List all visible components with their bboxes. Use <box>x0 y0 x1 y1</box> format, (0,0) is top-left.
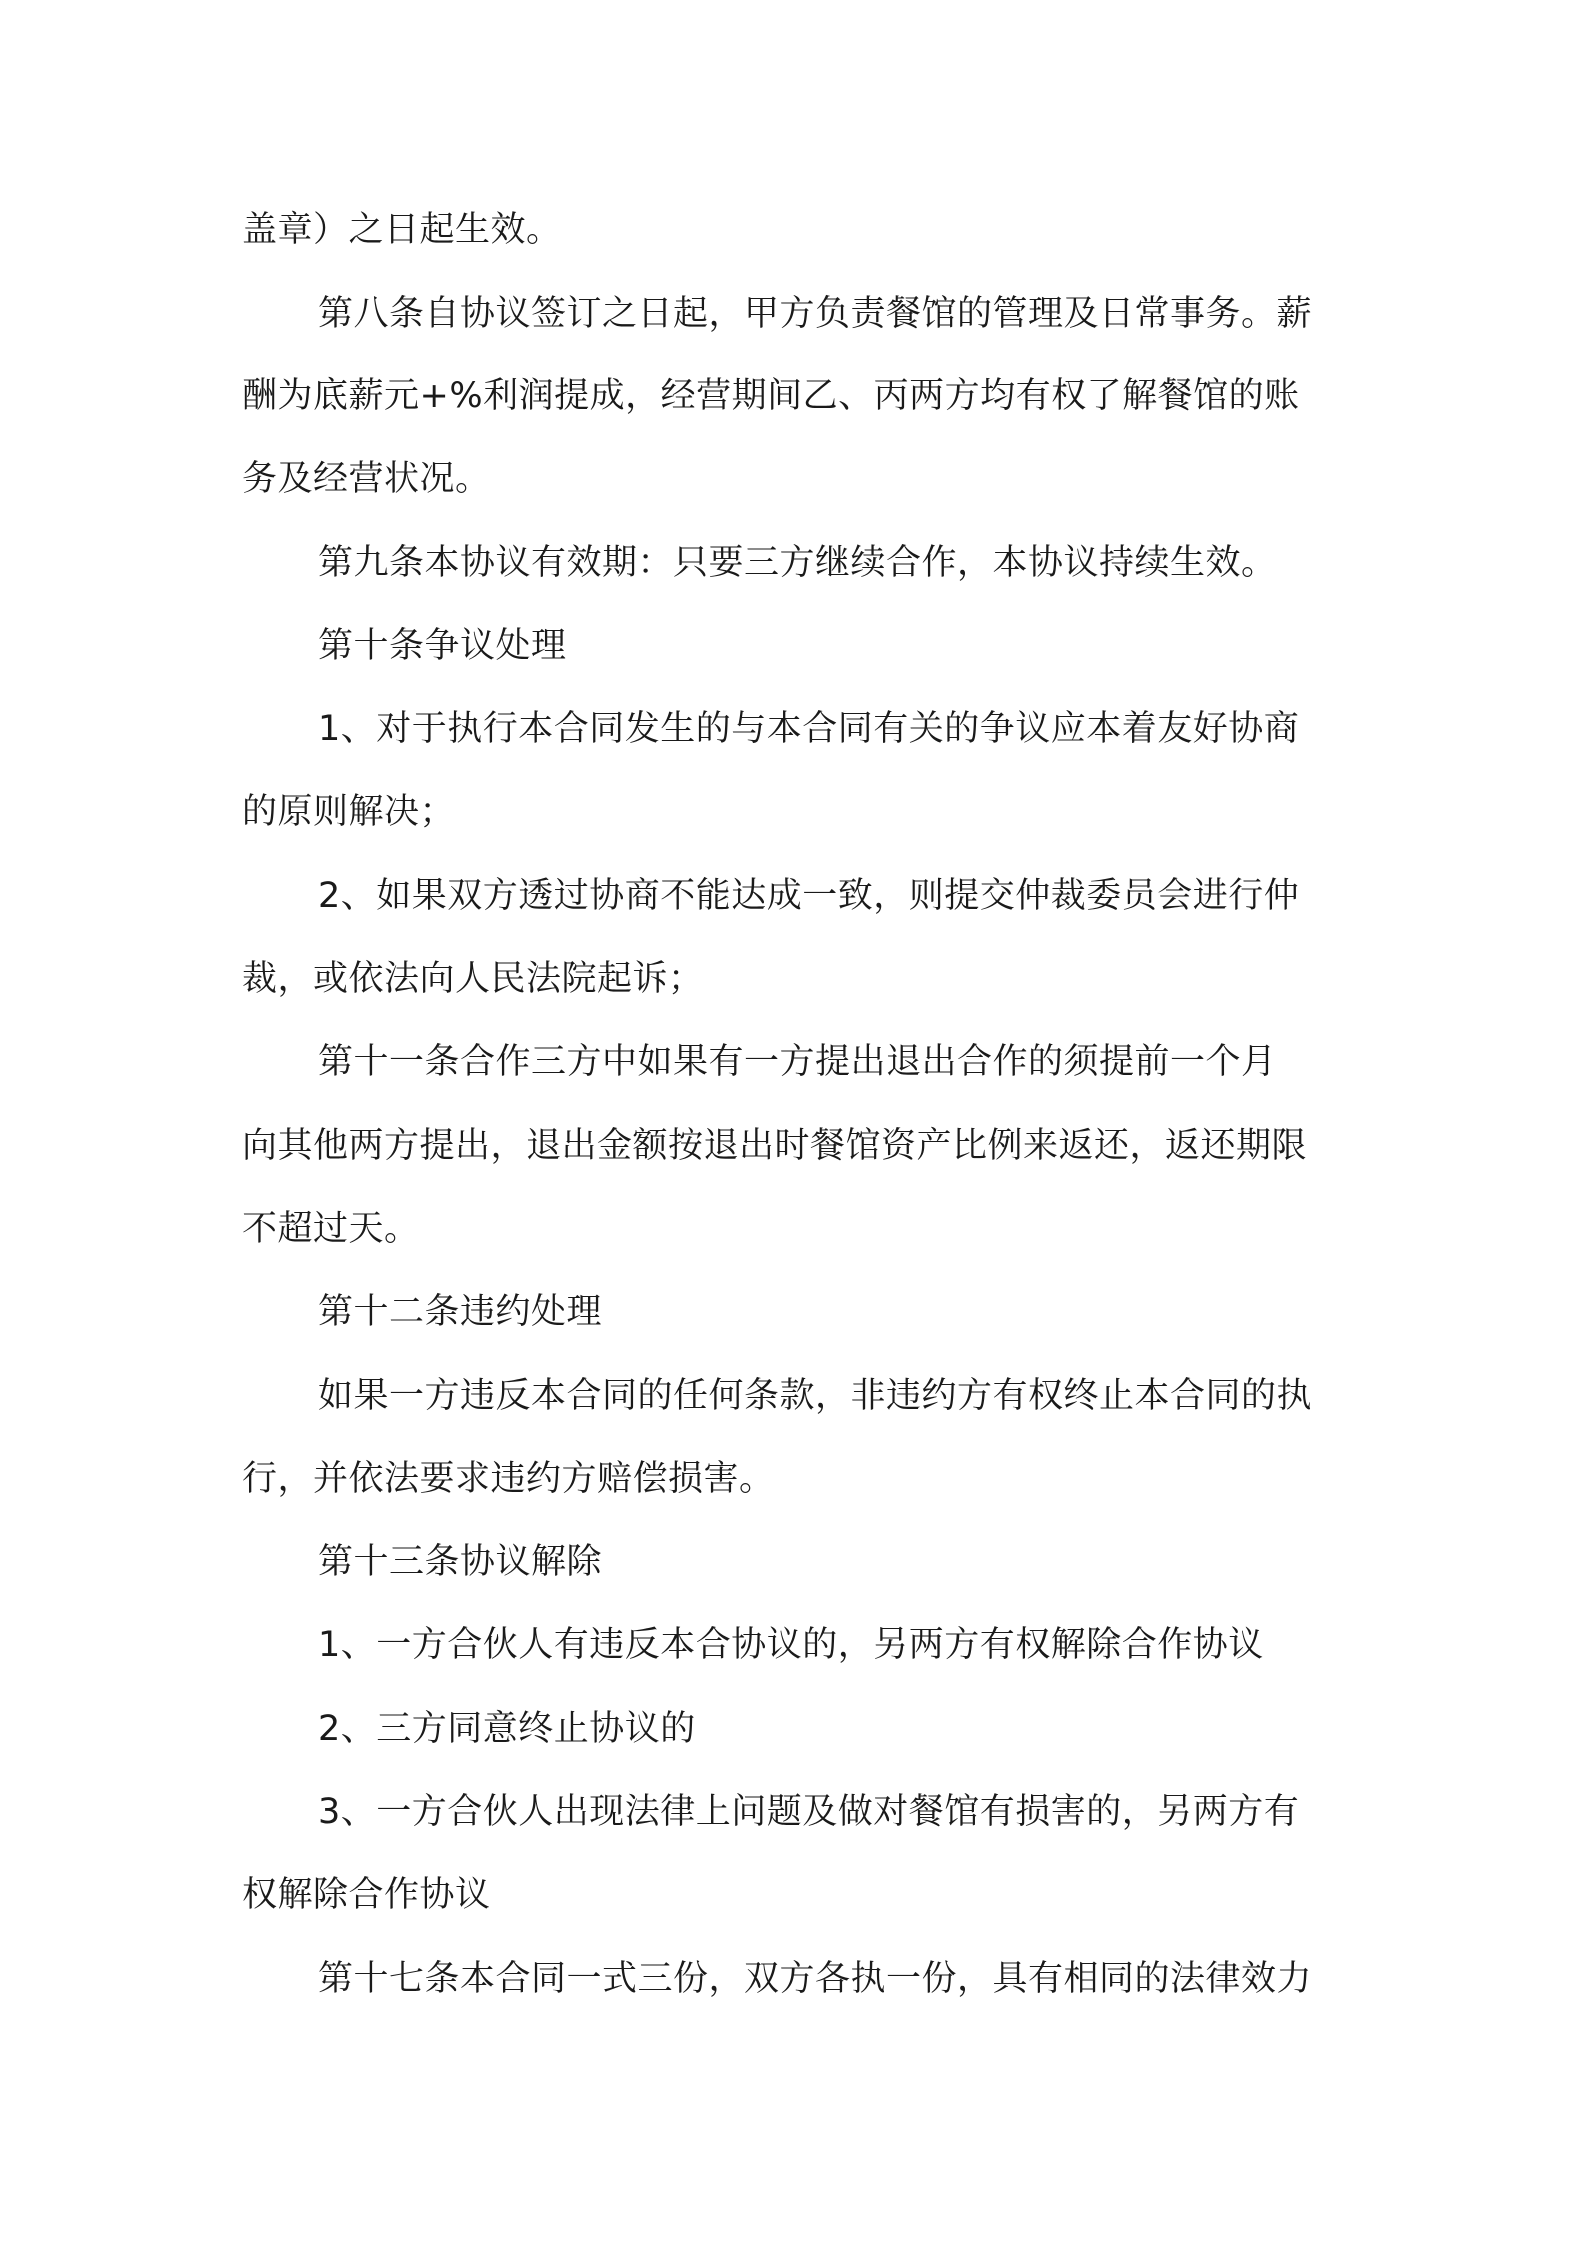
text-line: 向其他两方提出，退出金额按退出时餐馆资产比例来返还，返还期限 <box>242 1126 1308 1166</box>
text-line: 1、对于执行本合同发生的与本合同有关的争议应本着友好协商 <box>318 709 1300 749</box>
text-line: 酬为底薪元+%利润提成，经营期间乙、丙两方均有权了解餐馆的账 <box>242 376 1300 416</box>
text-line: 第八条自协议签订之日起，甲方负责餐馆的管理及日常事务。薪 <box>318 294 1313 334</box>
text-line: 第十条争议处理 <box>318 626 567 666</box>
text-line: 第九条本协议有效期：只要三方继续合作，本协议持续生效。 <box>318 543 1277 583</box>
text-line: 2、三方同意终止协议的 <box>318 1709 696 1749</box>
text-line: 如果一方违反本合同的任何条款，非违约方有权终止本合同的执 <box>318 1376 1313 1416</box>
text-line: 第十一条合作三方中如果有一方提出退出合作的须提前一个月 <box>318 1042 1277 1082</box>
text-line: 第十七条本合同一式三份，双方各执一份，具有相同的法律效力 <box>318 1959 1313 1999</box>
text-line: 不超过天。 <box>242 1209 420 1249</box>
text-line: 裁，或依法向人民法院起诉； <box>242 959 704 999</box>
text-line: 盖章）之日起生效。 <box>242 210 562 250</box>
text-line: 1、一方合伙人有违反本合协议的，另两方有权解除合作协议 <box>318 1625 1264 1665</box>
text-line: 的原则解决； <box>242 792 456 832</box>
text-line: 3、一方合伙人出现法律上问题及做对餐馆有损害的，另两方有 <box>318 1792 1300 1832</box>
text-line: 务及经营状况。 <box>242 459 491 499</box>
text-line: 2、如果双方透过协商不能达成一致，则提交仲裁委员会进行仲 <box>318 876 1300 916</box>
text-line: 第十三条协议解除 <box>318 1542 603 1582</box>
text-line: 行，并依法要求违约方赔偿损害。 <box>242 1459 775 1499</box>
text-line: 权解除合作协议 <box>242 1875 491 1915</box>
text-line: 第十二条违约处理 <box>318 1292 603 1332</box>
